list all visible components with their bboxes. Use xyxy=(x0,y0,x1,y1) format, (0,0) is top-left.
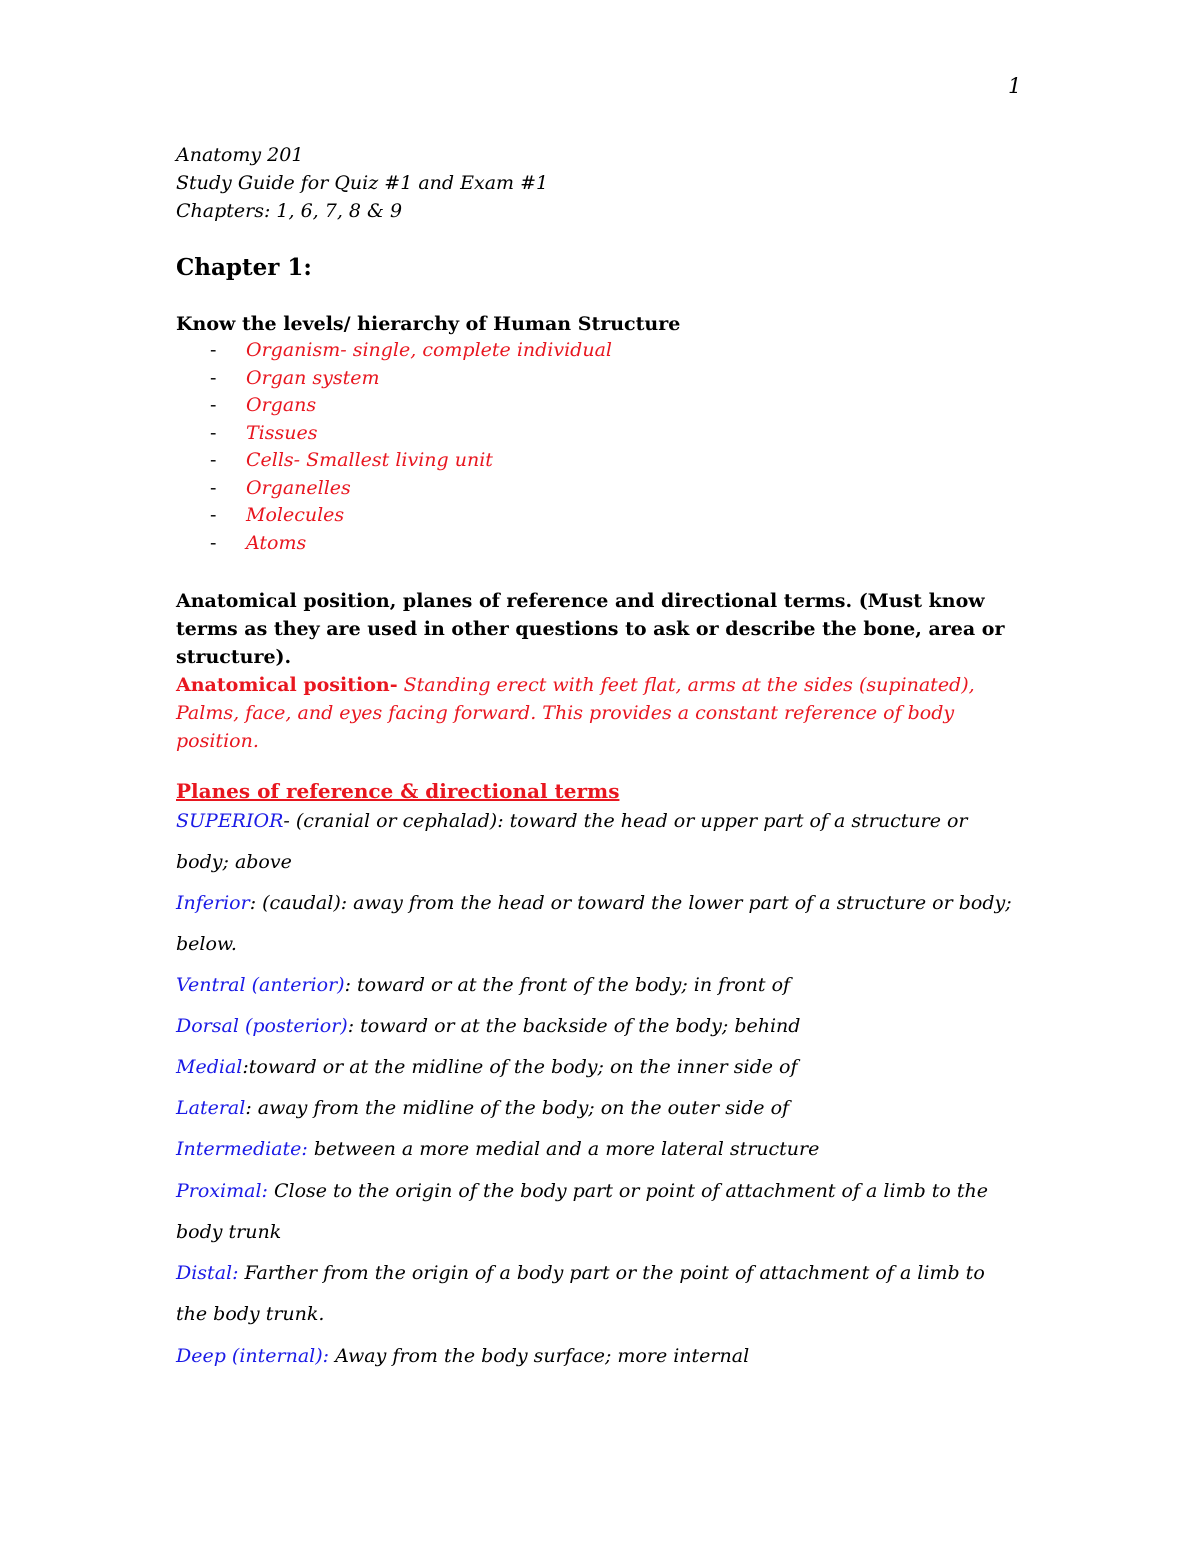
term-label: Inferior xyxy=(176,892,250,914)
term-line xyxy=(176,1303,324,1325)
anatomical-heading: Anatomical position, planes of reference and directional terms. (Must know terms as they are used in other questions to ask or describe the bone, area or structure). xyxy=(176,590,1005,668)
term-label: Deep (internal): xyxy=(176,1345,330,1367)
term-line xyxy=(176,1180,988,1202)
hierarchy-level: Organ system xyxy=(246,366,380,389)
term-text: below. xyxy=(176,933,237,955)
term-line xyxy=(176,1345,749,1367)
definition-text: Standing erect with feet flat, arms at the sides (supinated), Palms, face, and eyes facing forward. This provides a constant reference of body position. xyxy=(176,674,975,752)
list-item xyxy=(210,449,612,477)
term-line xyxy=(176,933,237,955)
term-line xyxy=(176,810,968,832)
term-label: Lateral xyxy=(176,1097,246,1119)
term-label: Intermediate: xyxy=(176,1138,308,1160)
term-label: Proximal: xyxy=(176,1180,268,1202)
term-label: Ventral (anterior) xyxy=(176,974,345,996)
term-line xyxy=(176,1221,281,1243)
bullet-dash: - xyxy=(210,531,217,554)
bullet-dash: - xyxy=(210,504,217,526)
chapters-line: Chapters: 1, 6, 7, 8 & 9 xyxy=(176,200,403,222)
term-line xyxy=(176,974,790,996)
term-line xyxy=(176,851,292,873)
term-text: the body trunk. xyxy=(176,1303,325,1325)
chapter-heading: Chapter 1: xyxy=(176,254,312,281)
hierarchy-list xyxy=(210,339,612,559)
term-label: SUPERIOR xyxy=(176,810,284,832)
bullet-dash: - xyxy=(210,394,217,416)
term-text: :toward or at the midline of the body; on the inner side of xyxy=(242,1056,798,1078)
term-label: Medial xyxy=(176,1056,243,1078)
term-text: Farther from the origin of a body part or the point of attachment of a limb to xyxy=(238,1262,985,1284)
list-item xyxy=(210,394,612,422)
term-line xyxy=(176,1015,800,1037)
anatomical-definition xyxy=(176,671,1006,755)
list-item xyxy=(210,339,612,367)
bullet-dash: - xyxy=(210,339,217,361)
term-line xyxy=(176,1097,789,1119)
hierarchy-level: Cells- Smallest living unit xyxy=(246,449,493,471)
term-line xyxy=(176,1056,797,1078)
bullet-dash: - xyxy=(210,476,217,499)
bullet-dash: - xyxy=(210,366,217,389)
bullet-dash: - xyxy=(210,421,217,444)
hierarchy-level: Organism- single, complete individual xyxy=(246,339,612,361)
list-item xyxy=(210,477,612,505)
list-item xyxy=(210,504,612,532)
term-text: : away from the midline of the body; on the outer side of xyxy=(245,1097,790,1119)
list-item xyxy=(210,422,612,450)
term-line xyxy=(176,1138,819,1160)
hierarchy-level: Organelles xyxy=(246,476,351,499)
list-item xyxy=(210,532,612,560)
definition-label: Anatomical position- xyxy=(176,674,398,696)
term-line xyxy=(176,892,1012,914)
term-text: : (caudal): away from the head or toward the lower part of a structure or body; xyxy=(249,892,1012,914)
bullet-dash: - xyxy=(210,449,217,471)
hierarchy-level: Molecules xyxy=(246,504,345,526)
term-text: Away from the body surface; more internal xyxy=(329,1345,750,1367)
course-title: Anatomy 201 xyxy=(176,144,304,166)
term-label: Distal: xyxy=(176,1262,239,1284)
hierarchy-level: Atoms xyxy=(246,531,307,554)
term-text: - (cranial or cephalad): toward the head or upper part of a structure or xyxy=(283,810,968,832)
term-text: : toward or at the backside of the body; behind xyxy=(347,1015,801,1037)
term-line xyxy=(176,1262,985,1284)
list-item xyxy=(210,367,612,395)
term-text: : toward or at the front of the body; in front of xyxy=(344,974,791,996)
term-text: body trunk xyxy=(176,1221,282,1243)
term-text: Close to the origin of the body part or point of attachment of a limb to the xyxy=(267,1180,989,1202)
term-text: body; above xyxy=(176,851,292,873)
hierarchy-level: Organs xyxy=(246,394,317,416)
page-number: 1 xyxy=(1008,74,1022,98)
hierarchy-heading: Know the levels/ hierarchy of Human Structure xyxy=(176,313,681,335)
planes-heading: Planes of reference & directional terms xyxy=(176,779,620,803)
term-label: Dorsal (posterior) xyxy=(176,1015,348,1037)
guide-title: Study Guide for Quiz #1 and Exam #1 xyxy=(176,172,549,194)
hierarchy-level: Tissues xyxy=(246,421,318,444)
term-text: between a more medial and a more lateral structure xyxy=(307,1138,820,1160)
